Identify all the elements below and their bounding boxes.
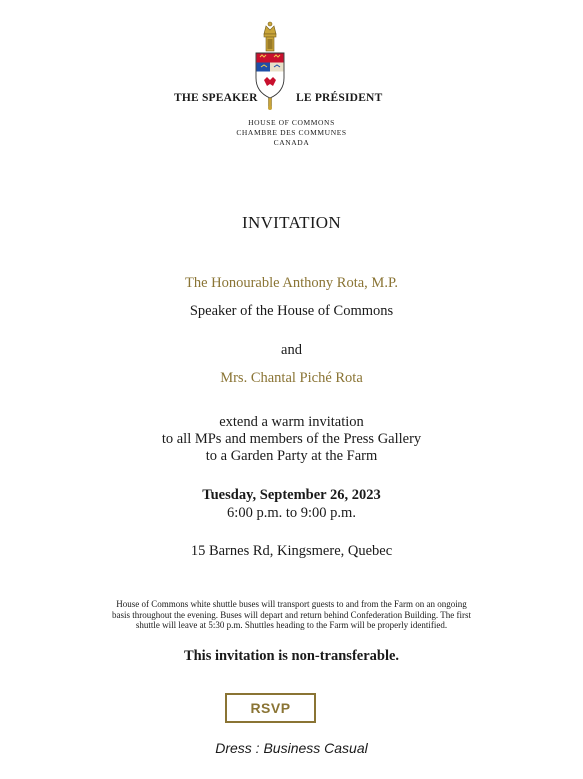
non-transferable-notice: This invitation is non-transferable.: [183, 648, 400, 664]
rsvp-button[interactable]: RSVP: [225, 693, 316, 723]
message-line: to all MPs and members of the Press Gallery: [161, 431, 422, 447]
host-speaker-title: Speaker of the House of Commons: [189, 303, 394, 319]
message-line: to a Garden Party at the Farm: [205, 448, 378, 464]
host-speaker-name: The Honourable Anthony Rota, M.P.: [184, 275, 399, 291]
message-line: extend a warm invitation: [219, 414, 364, 430]
invitation-heading: INVITATION: [242, 213, 341, 232]
event-date: Tuesday, September 26, 2023: [202, 487, 381, 503]
shuttle-line: shuttle will leave at 5:30 p.m. Shuttles heading to the Farm will be properly identified.: [135, 620, 448, 630]
letterhead-line: HOUSE OF COMMONS: [248, 118, 335, 127]
and-connector: and: [281, 342, 302, 358]
event-time: 6:00 p.m. to 9:00 p.m.: [227, 505, 356, 521]
letterhead-line: CHAMBRE DES COMMUNES: [236, 128, 347, 137]
letterhead-the-speaker: THE SPEAKER: [174, 92, 258, 104]
invitation-message: [0, 414, 583, 465]
letterhead-le-president: LE PRÉSIDENT: [296, 92, 383, 104]
letterhead-house-lines: [0, 118, 583, 148]
shuttle-notice: [0, 599, 583, 631]
host-spouse-name: Mrs. Chantal Piché Rota: [220, 370, 363, 386]
dress-code: Dress : Business Casual: [215, 740, 368, 756]
event-address: 15 Barnes Rd, Kingsmere, Quebec: [190, 543, 393, 559]
shuttle-line: basis throughout the evening. Buses will depart and return behind Confederation Building. The first: [111, 609, 471, 620]
letterhead-line: CANADA: [273, 138, 310, 147]
shuttle-line: House of Commons white shuttle buses will transport guests to and from the Farm on an ongoing: [116, 599, 467, 609]
